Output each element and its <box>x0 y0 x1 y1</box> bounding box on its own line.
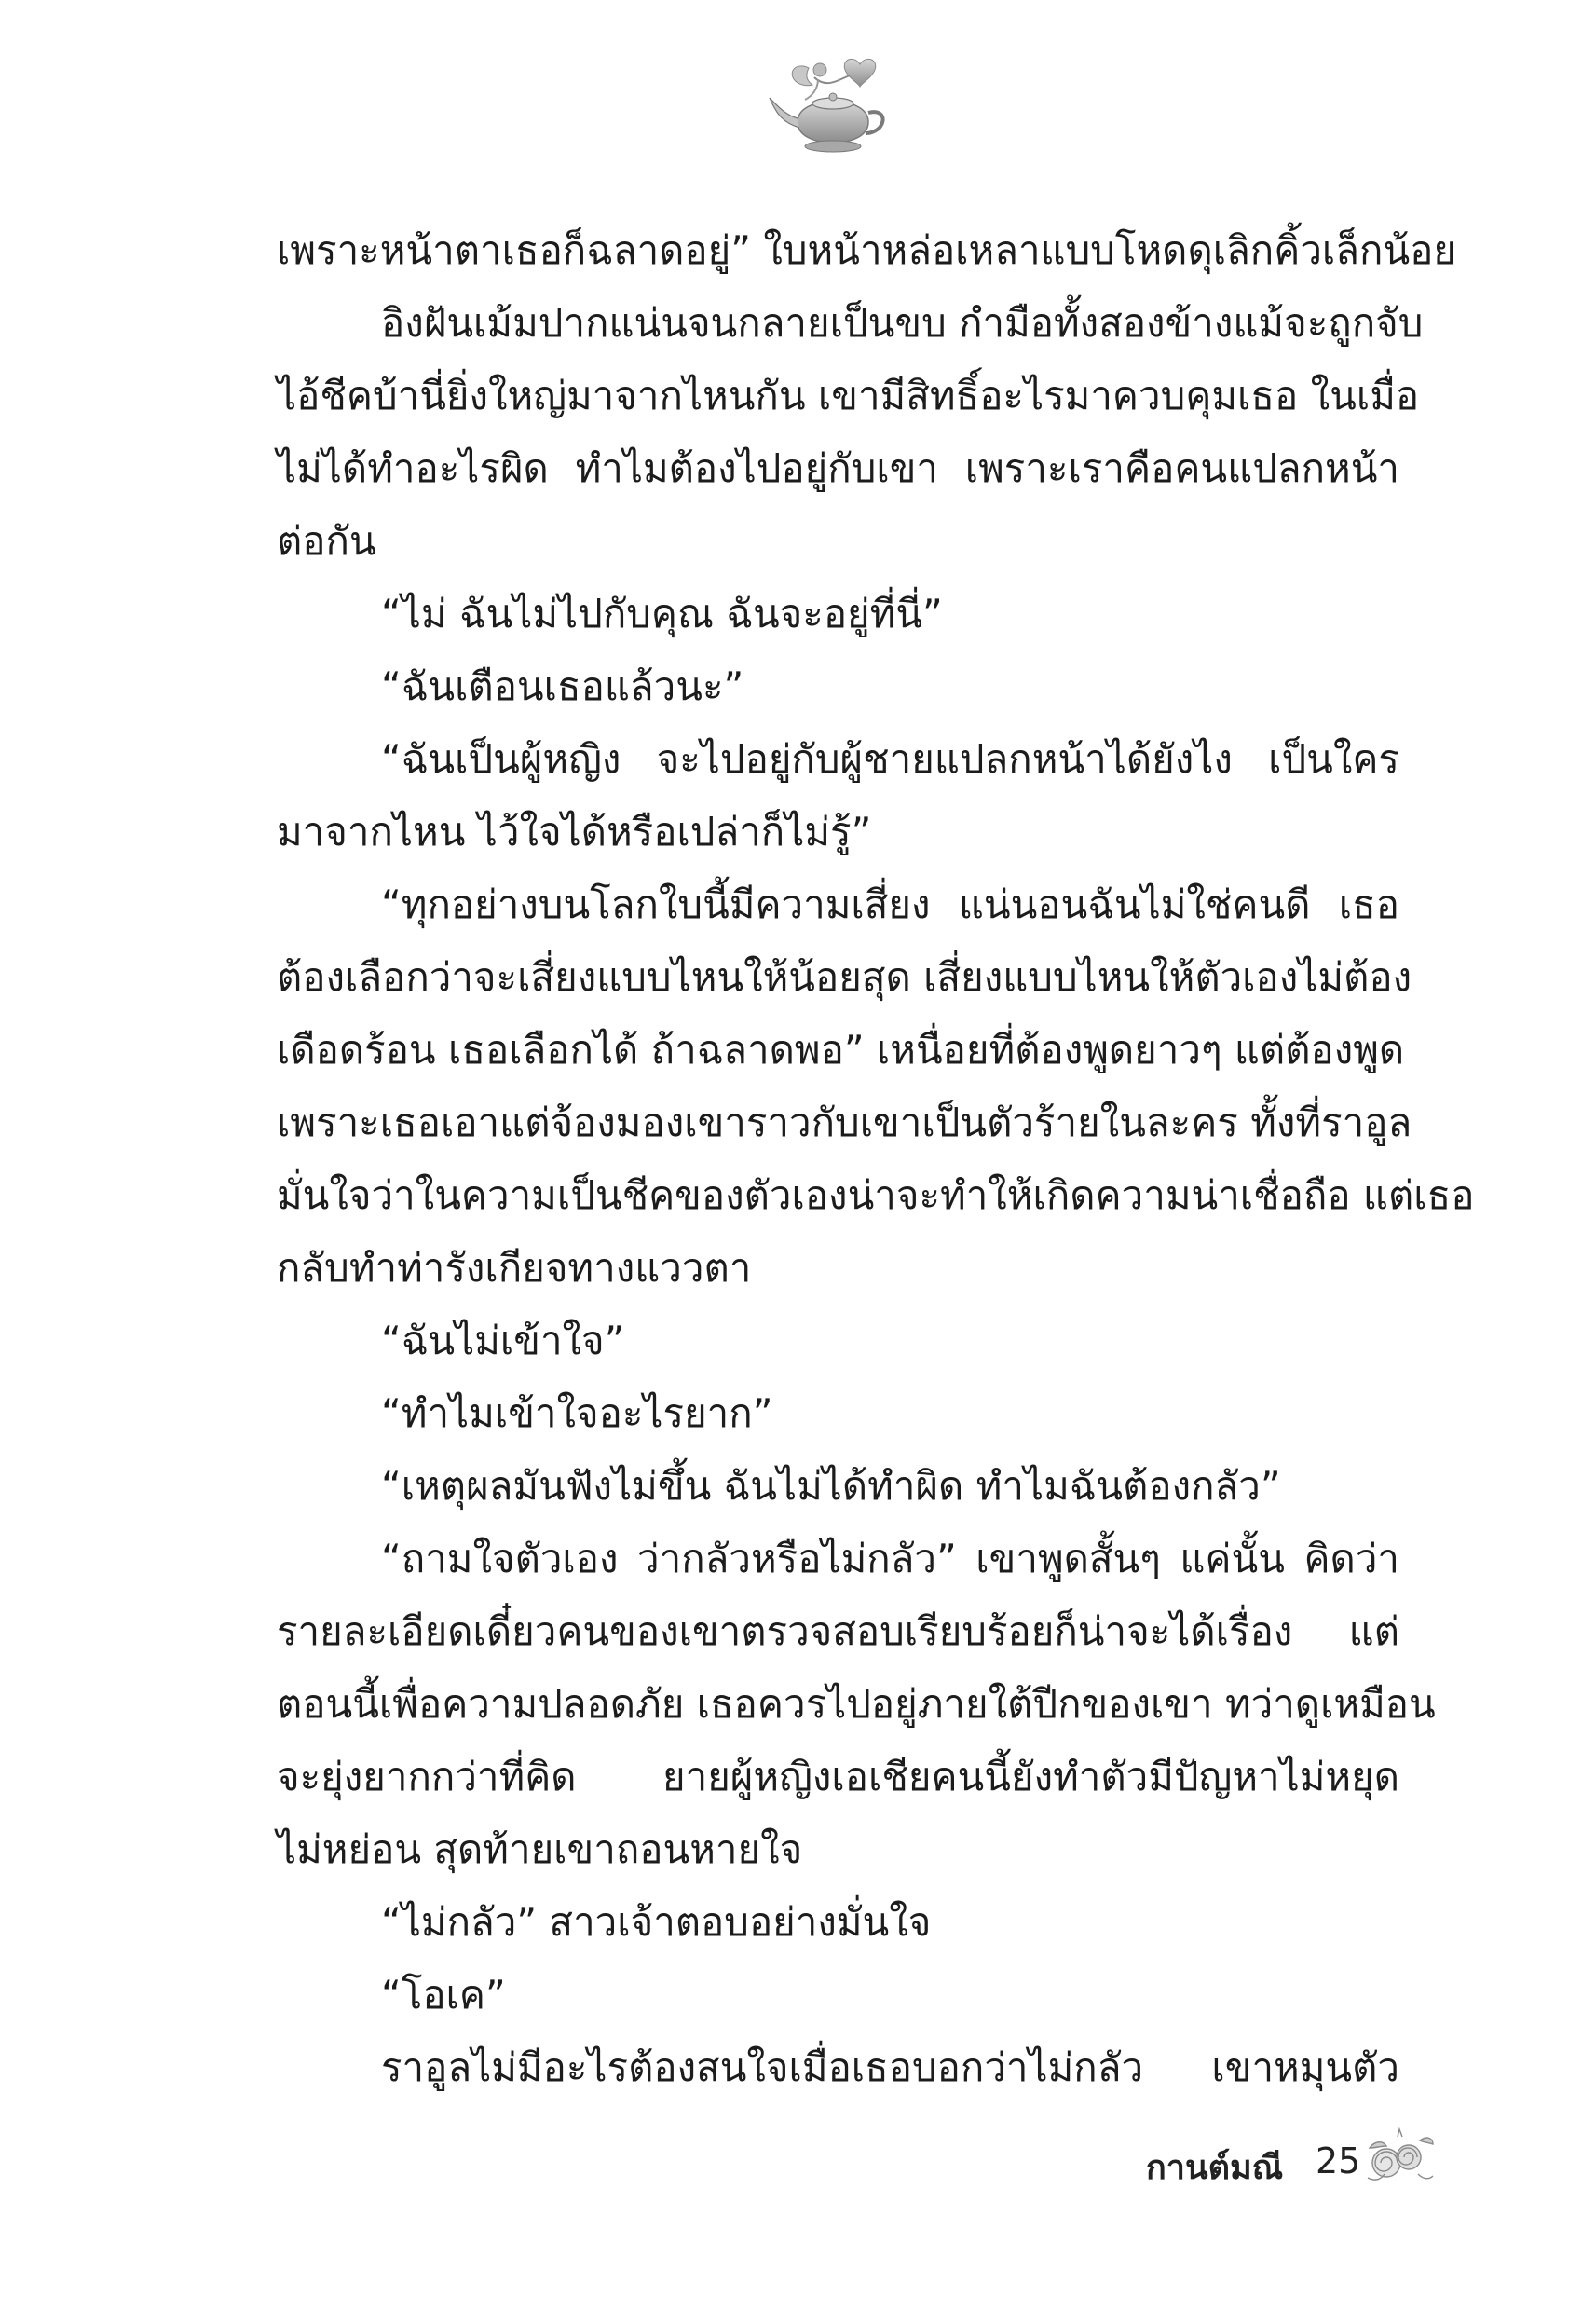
text-line: “ไม่ ฉันไม่ไปกับคุณ ฉันจะอยู่ที่นี่” <box>381 591 943 636</box>
text-line: จะยุ่งยากกว่าที่คิด ยายผู้หญิงเอเชียคนนี้ยังทำตัวมีปัญหาไม่หยุด <box>277 1754 1399 1799</box>
text-line: ไอ้ชีคบ้านี่ยิ่งใหญ่มาจากไหนกัน เขามีสิทธิ์อะไรมาควบคุมเธอ ในเมื่อ <box>277 373 1420 418</box>
page-number: 25 <box>1316 2140 1361 2181</box>
text-line: ราอูลไม่มีอะไรต้องสนใจเมื่อเธอบอกว่าไม่กลัว เขาหมุนตัว <box>381 2044 1399 2090</box>
text-line: ไม่ได้ทำอะไรผิด ทำไมต้องไปอยู่กับเขา เพราะเราคือคนแปลกหน้า <box>277 445 1399 491</box>
text-line: ตอนนี้เพื่อความปลอดภัย เธอควรไปอยู่ภายใต้ปีกของเขา ทว่าดูเหมือน <box>277 1681 1436 1727</box>
text-line: “ฉันไม่เข้าใจ” <box>381 1318 625 1363</box>
text-line: เดือดร้อน เธอเลือกได้ ถ้าฉลาดพอ” เหนื่อยที่ต้องพูดยาวๆ แต่ต้องพูด <box>277 1027 1405 1073</box>
text-line: อิงฝันเม้มปากแน่นจนกลายเป็นขบ กำมือทั้งสองข้างแม้จะถูกจับ <box>381 300 1424 346</box>
text-line: มาจากไหน ไว้ใจได้หรือเปล่าก็ไม่รู้” <box>277 809 872 855</box>
text-line: “ไม่กลัว” สาวเจ้าตอบอย่างมั่นใจ <box>381 1899 932 1945</box>
text-line: “ฉันเป็นผู้หญิง จะไปอยู่กับผู้ชายแปลกหน้าได้ยังไง เป็นใคร <box>381 736 1399 782</box>
text-line: “ฉันเตือนเธอแล้วนะ” <box>381 663 744 709</box>
book-title: กานต์มณี <box>1146 2149 1284 2187</box>
body-text <box>277 214 1475 2104</box>
text-line: เพราะเธอเอาแต่จ้องมองเขาราวกับเขาเป็นตัวร้ายในละคร ทั้งที่ราอูล <box>277 1100 1412 1145</box>
text-line: “ถามใจตัวเอง ว่ากลัวหรือไม่กลัว” เขาพูดสั้นๆ แค่นั้น คิดว่า <box>381 1536 1399 1581</box>
text-line: “ทุกอย่างบนโลกใบนี้มีความเสี่ยง แน่นอนฉันไม่ใช่คนดี เธอ <box>381 882 1399 927</box>
text-line: ไม่หย่อน สุดท้ายเขาถอนหายใจ <box>277 1826 803 1872</box>
cupid-teapot-ornament-icon <box>762 51 902 163</box>
text-line: กลับทำท่ารังเกียจทางแววตา <box>277 1245 752 1291</box>
text-line: ต้องเลือกว่าจะเสี่ยงแบบไหนให้น้อยสุด เสี่ยงแบบไหนให้ตัวเองไม่ต้อง <box>277 954 1412 1000</box>
text-line: รายละเอียดเดี๋ยวคนของเขาตรวจสอบเรียบร้อยก็น่าจะได้เรื่อง แต่ <box>277 1608 1399 1654</box>
text-line: “โอเค” <box>381 1972 506 2017</box>
text-line: มั่นใจว่าในความเป็นชีคของตัวเองน่าจะทำให้เกิดความน่าเชื่อถือ แต่เธอ <box>277 1172 1475 1218</box>
text-line: “เหตุผลมันฟังไม่ขึ้น ฉันไม่ได้ทำผิด ทำไมฉันต้องกลัว” <box>381 1463 1281 1509</box>
roses-ornament-icon <box>1360 2120 1435 2195</box>
text-line: “ทำไมเข้าใจอะไรยาก” <box>381 1390 773 1436</box>
page-footer <box>1146 2120 1425 2204</box>
text-line: เพราะหน้าตาเธอก็ฉลาดอยู่” ใบหน้าหล่อเหลาแบบโหดดุเลิกคิ้วเล็กน้อย <box>277 227 1456 273</box>
text-line: ต่อกัน <box>277 518 376 564</box>
